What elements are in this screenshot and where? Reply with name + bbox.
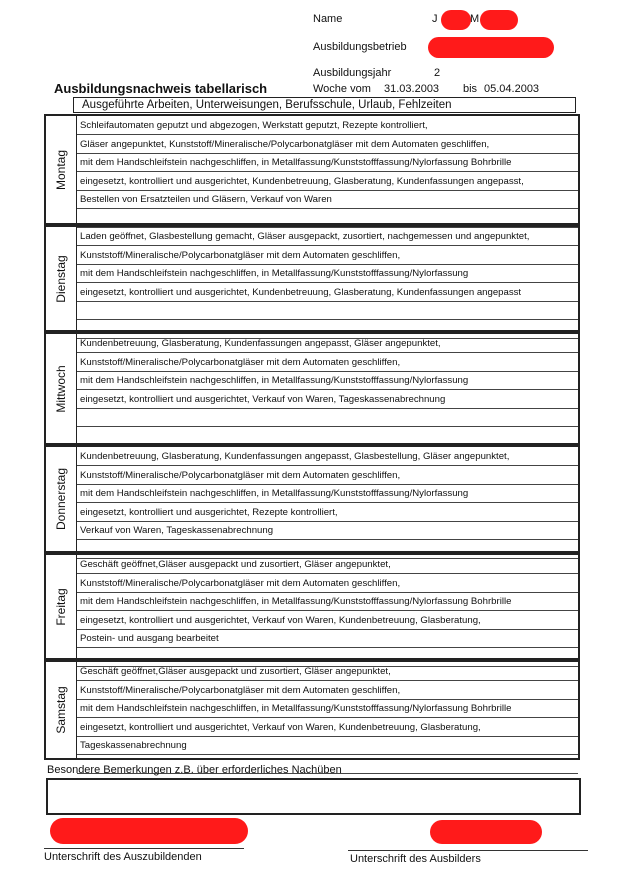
activity-line[interactable]: eingesetzt, kontrolliert und ausgerichtet, Verkauf von Waren, Kundenbetreuung, Glasberatung, [77,718,578,737]
year-value: 2 [434,67,441,79]
day-label-cell [46,662,77,758]
activity-line[interactable]: mit dem Handschleifstein nachgeschliffen, in Metallfassung/Kunststofffassung/Nylorfassung Bohrbrille [77,153,578,172]
redaction-name-first [441,10,471,30]
name-label: Name [313,13,343,25]
activity-line[interactable]: Gläser angepunktet, Kunststoff/Mineralische/Polycarbonatgläser mit dem Automaten geschliffen, [77,135,578,154]
day-lines [77,447,578,551]
name-initial-last: M [470,13,480,25]
activity-line[interactable]: mit dem Handschleifstein nachgeschliffen, in Metallfassung/Kunststofffassung/Nylorfassung Bohrbrille [77,592,578,611]
redaction-company [428,37,554,58]
day-lines [77,662,578,758]
signature-trainer-label: Unterschrift des Ausbilders [350,853,481,865]
day-label-cell [46,227,77,330]
activity-line[interactable]: mit dem Handschleifstein nachgeschliffen, in Metallfassung/Kunststofffassung/Nylorfassung Bohrbrille [77,699,578,718]
activity-line[interactable]: Kundenbetreuung, Glasberatung, Kundenfassungen angepasst, Gläser angepunktet, [77,334,578,353]
activity-line[interactable]: Laden geöffnet, Glasbestellung gemacht, Gläser ausgepackt, zusortiert, nachgemessen und angepunktet, [77,227,578,246]
day-block-samstag [44,660,580,760]
week-label: Woche vom [313,83,371,95]
day-lines [77,555,578,658]
signature-trainee-label: Unterschrift des Auszubildenden [44,851,202,863]
redaction-signature-trainee [50,818,248,844]
activity-line[interactable]: Kunststoff/Mineralische/Polycarbonatgläser mit dem Automaten geschliffen, [77,353,578,372]
day-block-dienstag [44,225,580,332]
redaction-signature-trainer [430,820,542,844]
activity-line[interactable] [77,427,578,446]
activity-line[interactable] [77,301,578,320]
activity-line[interactable]: mit dem Handschleifstein nachgeschliffen, in Metallfassung/Kunststofffassung/Nylorfassung [77,484,578,503]
day-block-donnerstag [44,445,580,553]
week-to-label: bis [463,83,478,95]
name-initial-first: J [432,13,438,25]
remarks-box[interactable] [46,778,581,815]
day-name: Samstag [54,686,68,734]
document-title: Ausbildungsnachweis tabellarisch [54,81,268,96]
day-name: Montag [54,149,68,190]
activity-line[interactable]: Kundenbetreuung, Glasberatung, Kundenfassungen angepasst, Glasbestellung, Gläser angepunktet, [77,447,578,466]
activity-line[interactable]: Kunststoff/Mineralische/Polycarbonatgläser mit dem Automaten geschliffen, [77,246,578,265]
day-name: Mittwoch [54,364,68,413]
day-label-cell [46,447,77,551]
signature-line-trainer [348,850,588,851]
activity-line[interactable]: Geschäft geöffnet,Gläser ausgepackt und zusortiert, Gläser angepunktet, [77,555,578,574]
day-block-mittwoch [44,332,580,445]
week-from: 31.03.2003 [384,83,440,95]
day-lines [77,334,578,443]
week-to: 05.04.2003 [484,83,540,95]
day-lines [77,116,578,223]
signature-line-trainee [44,848,244,849]
day-label-cell [46,116,77,223]
day-name: Donnerstag [54,467,68,531]
activity-line[interactable]: Tageskassenabrechnung [77,736,578,755]
activity-line[interactable]: Kunststoff/Mineralische/Polycarbonatgläser mit dem Automaten geschliffen, [77,466,578,485]
year-label: Ausbildungsjahr [313,67,392,79]
activity-line[interactable]: Kunststoff/Mineralische/Polycarbonatgläser mit dem Automaten geschliffen, [77,681,578,700]
activity-line[interactable]: Geschäft geöffnet,Gläser ausgepackt und zusortiert, Gläser angepunktet, [77,662,578,681]
activity-line[interactable]: mit dem Handschleifstein nachgeschliffen, in Metallfassung/Kunststofffassung/Nylorfassung [77,371,578,390]
activity-line[interactable]: eingesetzt, kontrolliert und ausgerichtet, Rezepte kontrolliert, [77,503,578,522]
activity-line[interactable]: Postein- und ausgang bearbeitet [77,629,578,648]
activity-line[interactable]: mit dem Handschleifstein nachgeschliffen, in Metallfassung/Kunststofffassung/Nylorfassung [77,264,578,283]
day-name: Freitag [54,587,68,626]
redaction-name-last [480,10,518,30]
activity-line[interactable]: Verkauf von Waren, Tageskassenabrechnung [77,521,578,540]
activity-line[interactable]: Schleifautomaten geputzt und abgezogen, Werkstatt geputzt, Rezepte kontrolliert, [77,116,578,135]
day-label-cell [46,334,77,443]
table-header: Ausgeführte Arbeiten, Unterweisungen, Berufsschule, Urlaub, Fehlzeiten [73,97,576,113]
activity-line[interactable] [77,408,578,427]
day-block-freitag [44,553,580,660]
day-lines [77,227,578,330]
activity-line[interactable]: Bestellen von Ersatzteilen und Gläsern, Verkauf von Waren [77,190,578,209]
activity-line[interactable]: eingesetzt, kontrolliert und ausgerichtet, Verkauf von Waren, Kundenbetreuung, Glasberatung, [77,611,578,630]
activity-line[interactable]: Kunststoff/Mineralische/Polycarbonatgläser mit dem Automaten geschliffen, [77,574,578,593]
day-block-montag [44,114,580,225]
activity-line[interactable]: eingesetzt, kontrolliert und ausgerichtet, Kundenbetreuung, Glasberatung, Kundenfassungen angepasst [77,283,578,302]
remarks-label: Besondere Bemerkungen z.B. über erforderliches Nachüben [47,764,342,776]
activity-line[interactable]: eingesetzt, kontrolliert und ausgerichtet, Verkauf von Waren, Tageskassenabrechnung [77,390,578,409]
company-label: Ausbildungsbetrieb [313,41,407,53]
day-label-cell [46,555,77,658]
activity-line[interactable]: eingesetzt, kontrolliert und ausgerichtet, Kundenbetreuung, Glasberatung, Kundenfassungen angepasst, [77,172,578,191]
day-name: Dienstag [54,254,68,303]
